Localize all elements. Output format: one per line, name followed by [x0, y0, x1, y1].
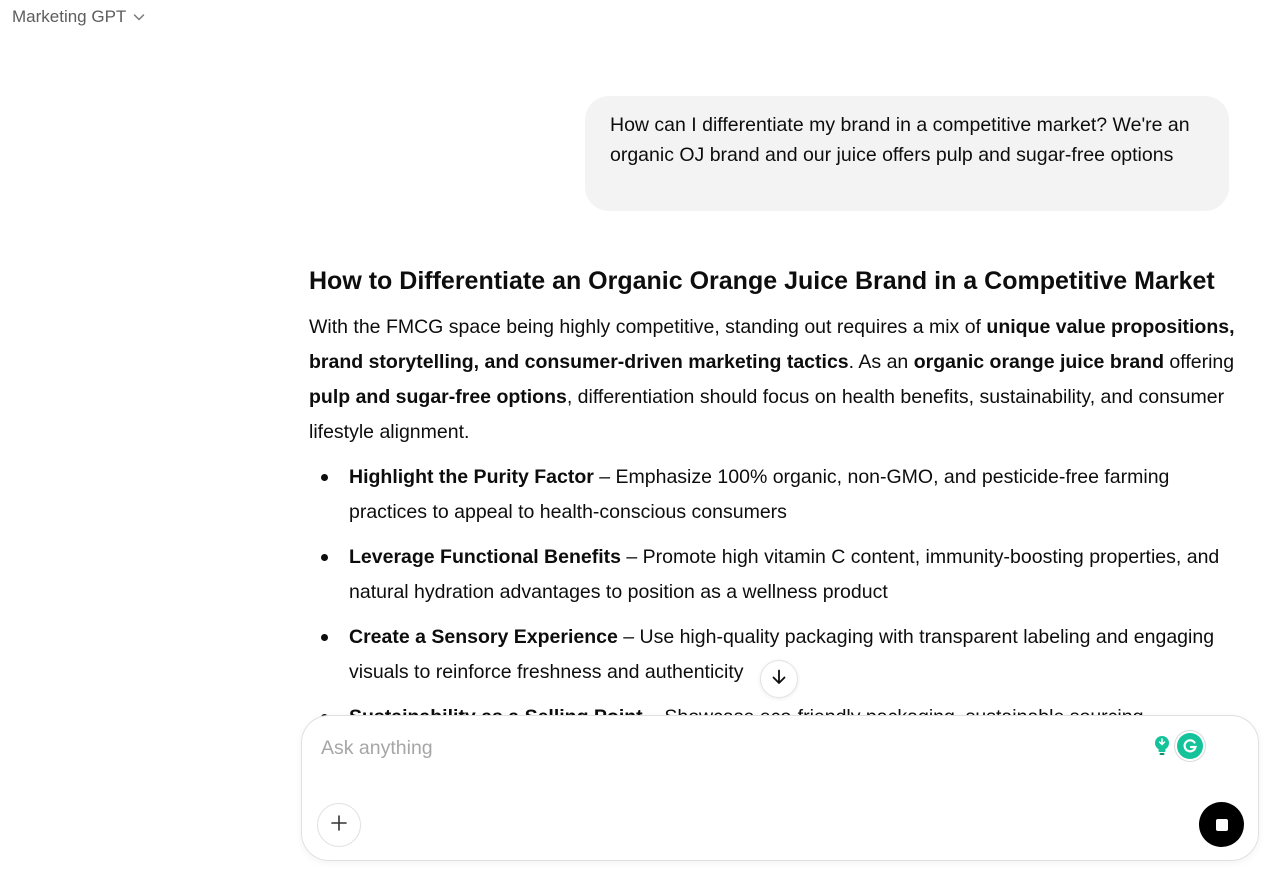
extension-icons — [1149, 733, 1203, 759]
plus-icon — [329, 813, 349, 838]
prompt-input[interactable] — [321, 734, 1141, 762]
response-heading: How to Differentiate an Organic Orange Juice Brand in a Competitive Market — [309, 267, 1215, 295]
list-item — [309, 540, 1239, 610]
bullet-icon — [321, 474, 328, 481]
stop-icon — [1216, 819, 1228, 831]
assistant-response — [309, 262, 1239, 714]
intro-text-1: With the FMCG space being highly competitive, standing out requires a mix of — [309, 316, 987, 338]
intro-bold-3: pulp and sugar-free options — [309, 386, 567, 408]
model-name: Marketing GPT — [12, 7, 127, 26]
response-intro — [309, 310, 1239, 450]
lightbulb-icon[interactable] — [1149, 733, 1175, 759]
intro-bold-2: organic orange juice brand — [913, 351, 1164, 373]
add-attachment-button[interactable] — [317, 803, 361, 847]
user-message-text: How can I differentiate my brand in a competitive market? We're an organic OJ brand and our juice offers pulp and sugar-free options — [610, 114, 1190, 166]
chevron-down-icon — [132, 10, 146, 24]
bullet-icon — [321, 554, 328, 561]
arrow-down-icon — [770, 668, 788, 691]
composer — [301, 715, 1259, 861]
list-item-title: Highlight the Purity Factor — [349, 466, 594, 488]
bullet-icon — [321, 634, 328, 641]
list-item-text: – Promote high vitamin C content, immunity-boosting properties, and natural hydration advantages to position as a wellness product — [349, 546, 1220, 603]
list-item-text: – Emphasize 100% organic, non-GMO, and pesticide-free farming practices to appeal to health-conscious consumers — [349, 466, 1170, 523]
list-item-text: – Use high-quality packaging with transparent labeling and engaging visuals to reinforce freshness and authenticity — [349, 626, 1215, 683]
stop-generating-button[interactable] — [1199, 802, 1244, 847]
intro-text-2: . As an — [848, 351, 914, 373]
grammarly-icon[interactable] — [1177, 733, 1203, 759]
scroll-down-button[interactable] — [760, 660, 798, 698]
model-switcher[interactable] — [12, 5, 146, 29]
list-item-title: Create a Sensory Experience — [349, 626, 618, 648]
intro-text-3: offering — [1164, 351, 1235, 373]
list-item — [309, 460, 1239, 530]
intro-bold-1: unique value propositions, brand storytelling, and consumer-driven marketing tactics — [309, 316, 1235, 373]
intro-text-4: , differentiation should focus on health benefits, sustainability, and consumer lifestyle alignment. — [309, 386, 1225, 443]
user-message-bubble — [585, 96, 1229, 211]
list-item-title: Leverage Functional Benefits — [349, 546, 621, 568]
